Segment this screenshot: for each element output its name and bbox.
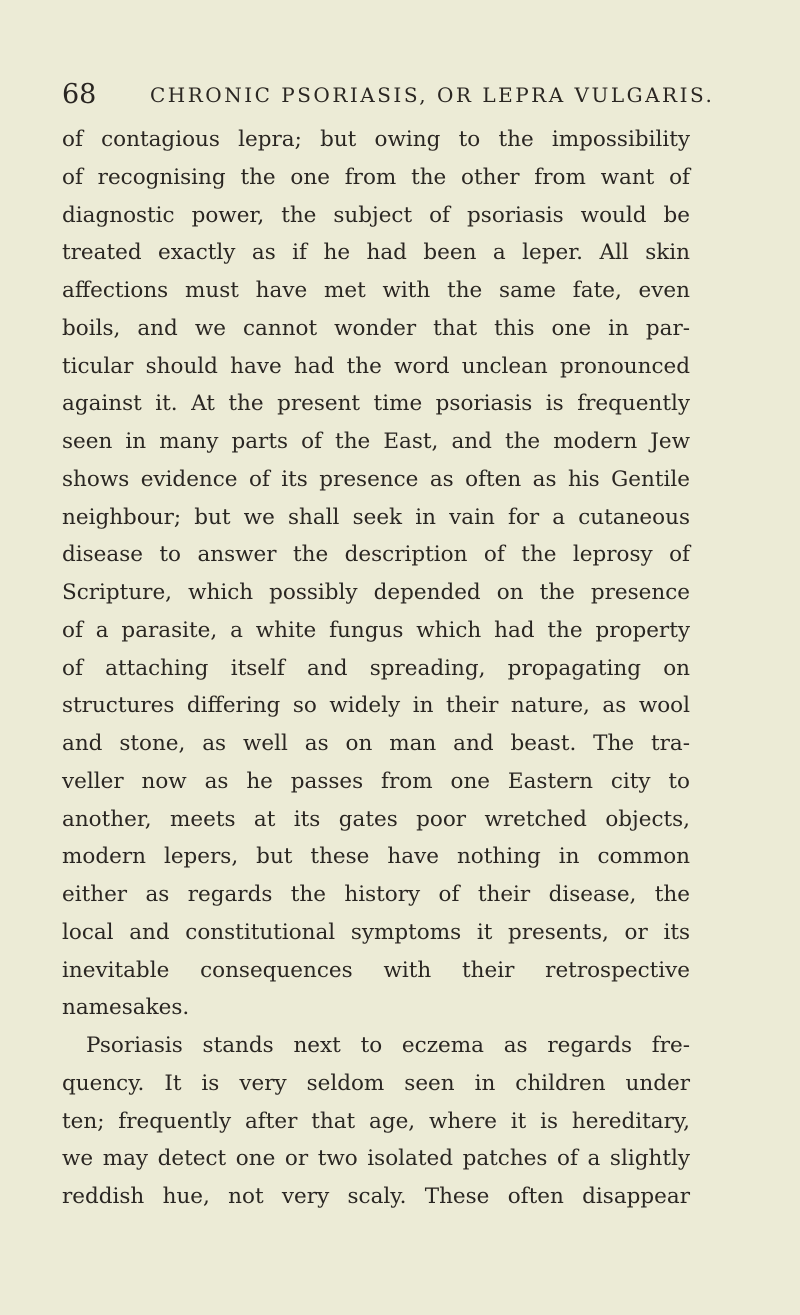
page-number: 68 [62,79,97,110]
text-line: either as regards the history of their disease, the [62,882,690,907]
text-line: ten; frequently after that age, where it is hereditary, [62,1108,690,1134]
text-line: of recognising the one from the other from want of [62,164,690,190]
body-text [62,121,690,1216]
text-line: seen in many parts of the East, and the modern Jew [62,429,690,454]
text-line: Scripture, which possibly depended on the presence [62,580,690,605]
text-line: treated exactly as if he had been a leper. All skin [62,240,690,266]
text-line: local and constitutional symptoms it presents, or its [62,919,690,945]
text-line: disease to answer the description of the leprosy of [62,542,690,568]
text-line: of contagious lepra; but owing to the impossibility [62,127,690,152]
text-line: of a parasite, a white fungus which had the property [62,617,690,643]
text-line: veller now as he passes from one Eastern city to [62,768,690,794]
text-line: and stone, as well as on man and beast. The tra- [62,731,690,756]
text-line: structures differing so widely in their nature, as wool [62,693,690,719]
text-line-paragraph-start: Psoriasis stands next to eczema as regards fre- [86,1033,690,1058]
text-line: against it. At the present time psoriasis is frequently [62,391,690,417]
text-line: neighbour; but we shall seek in vain for a cutaneous [62,504,690,530]
text-line: reddish hue, not very scaly. These often disappear [62,1184,690,1209]
text-line-paragraph-end: namesakes. [62,995,190,1021]
running-title: CHRONIC PSORIASIS, OR LEPRA VULGARIS. [150,83,715,107]
text-line: ticular should have had the word unclean pronounced [62,353,690,379]
text-line: affections must have met with the same fate, even [62,278,690,303]
text-line: modern lepers, but these have nothing in common [62,844,690,870]
text-line: another, meets at its gates poor wretched objects, [62,806,690,832]
text-line: quency. It is very seldom seen in children under [62,1070,690,1096]
running-head [62,78,715,112]
text-line: shows evidence of its presence as often as his Gentile [62,466,690,492]
text-line: of attaching itself and spreading, propagating on [62,655,690,681]
text-line: diagnostic power, the subject of psoriasis would be [62,202,690,228]
text-line: boils, and we cannot wonder that this one in par- [62,315,690,341]
text-line: we may detect one or two isolated patches of a slightly [62,1146,690,1172]
text-line: inevitable consequences with their retrospective [62,957,690,983]
